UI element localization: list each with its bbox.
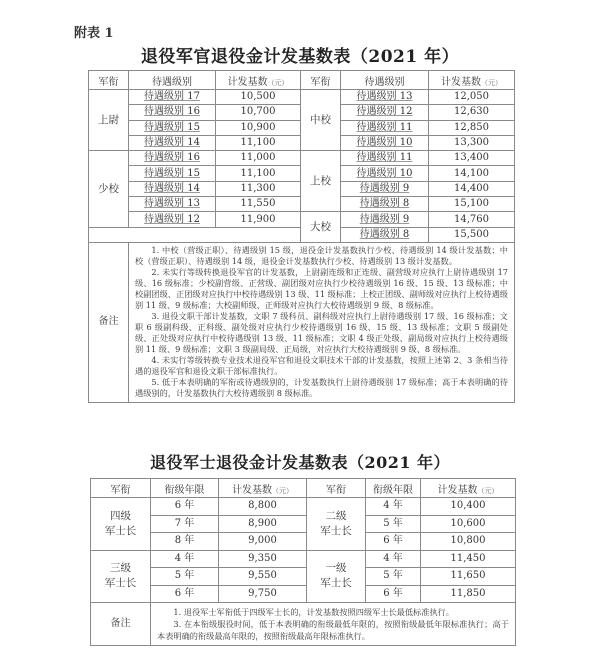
note-item: 4. 未实行等级转换专业技术退役军官和退役文职技术干部的计发基数，按照上述第 2、3 条相当待遇的退役军官和退役文职干部标准执行。 bbox=[135, 354, 508, 376]
amount-cell: 10,600 bbox=[421, 515, 516, 533]
amount-cell: 14,400 bbox=[429, 181, 515, 196]
amount-cell: 13,400 bbox=[429, 151, 515, 166]
level-cell: 待遇级别 8 bbox=[341, 197, 429, 212]
years-cell: 4 年 bbox=[366, 550, 421, 568]
amount-cell: 10,800 bbox=[421, 533, 516, 551]
level-cell: 待遇级别 11 bbox=[341, 120, 429, 135]
level-cell: 待遇级别 13 bbox=[129, 197, 216, 212]
years-cell: 8 年 bbox=[151, 533, 219, 551]
col-header-rank: 军衔 bbox=[91, 479, 151, 498]
level-cell: 待遇级别 12 bbox=[341, 105, 429, 120]
level-cell: 待遇级别 9 bbox=[341, 212, 429, 227]
amount-cell: 10,700 bbox=[216, 105, 301, 120]
years-cell: 6 年 bbox=[151, 585, 219, 603]
level-cell: 待遇级别 15 bbox=[129, 166, 216, 181]
amount-cell: 11,000 bbox=[216, 151, 301, 166]
note-item: 1. 退役军士军衔低于四级军士长的，计发基数按照四级军士长最低标准执行。 bbox=[173, 607, 454, 617]
col-header-years: 衔级年限 bbox=[151, 479, 219, 498]
amount-cell: 11,850 bbox=[421, 585, 516, 603]
notes-label: 备注 bbox=[89, 242, 129, 402]
col-header-level: 待遇级别 bbox=[129, 71, 216, 90]
col-header-rank: 军衔 bbox=[89, 71, 129, 90]
soldier-table-title: 退役军士退役金计发基数表（2021 年） bbox=[149, 453, 451, 472]
amount-cell: 9,750 bbox=[219, 585, 307, 603]
years-cell: 6 年 bbox=[366, 585, 421, 603]
note-item: 5. 低于本表明确的军衔或待遇级别的，计发基数执行上尉待遇级别 17 级标准；高于本表明确的待遇级别的，计发基数执行大校待遇级别 8 级标准。 bbox=[135, 376, 508, 398]
level-cell: 待遇级别 14 bbox=[129, 181, 216, 196]
amount-cell: 11,650 bbox=[421, 568, 516, 586]
col-header-amount: 计发基数（元） bbox=[216, 71, 301, 90]
amount-cell: 9,550 bbox=[219, 568, 307, 586]
rank-cell: 三级 军士长 bbox=[91, 550, 151, 603]
rank-cell: 大校 bbox=[301, 212, 341, 243]
appendix-label: 附表 1 bbox=[74, 26, 114, 41]
col-header-amount: 计发基数（元） bbox=[429, 71, 515, 90]
table-row bbox=[91, 515, 516, 533]
col-header-rank: 军衔 bbox=[301, 71, 341, 90]
amount-cell: 11,450 bbox=[421, 550, 516, 568]
amount-cell: 14,760 bbox=[429, 212, 515, 227]
years-cell: 5 年 bbox=[366, 568, 421, 586]
rank-cell: 一级 军士长 bbox=[307, 550, 366, 603]
rank-cell: 少校 bbox=[89, 151, 129, 227]
amount-cell: 12,850 bbox=[429, 120, 515, 135]
level-cell: 待遇级别 13 bbox=[341, 90, 429, 105]
table-row bbox=[89, 90, 515, 105]
level-cell: 待遇级别 15 bbox=[129, 120, 216, 135]
rank-cell: 四级 军士长 bbox=[91, 498, 151, 551]
level-cell: 待遇级别 14 bbox=[129, 135, 216, 150]
years-cell: 4 年 bbox=[366, 498, 421, 516]
col-header-amount: 计发基数（元） bbox=[219, 479, 307, 498]
soldier-pension-table bbox=[90, 478, 516, 646]
amount-cell: 15,100 bbox=[429, 197, 515, 212]
notes-body bbox=[129, 242, 515, 402]
amount-cell: 12,050 bbox=[429, 90, 515, 105]
years-cell: 6 年 bbox=[366, 533, 421, 551]
level-cell: 待遇级别 16 bbox=[129, 151, 216, 166]
table-row bbox=[91, 550, 516, 568]
empty-cell bbox=[89, 227, 301, 242]
amount-cell: 11,900 bbox=[216, 212, 301, 227]
amount-cell: 11,550 bbox=[216, 197, 301, 212]
col-header-years: 衔级年限 bbox=[366, 479, 421, 498]
table-row bbox=[89, 212, 515, 227]
notes-label: 备注 bbox=[91, 603, 151, 646]
table-row bbox=[91, 585, 516, 603]
amount-cell: 10,900 bbox=[216, 120, 301, 135]
level-cell: 待遇级别 8 bbox=[341, 227, 429, 242]
amount-cell: 14,100 bbox=[429, 166, 515, 181]
amount-cell: 11,100 bbox=[216, 166, 301, 181]
amount-cell: 12,630 bbox=[429, 105, 515, 120]
table-row bbox=[91, 498, 516, 516]
amount-cell: 9,000 bbox=[219, 533, 307, 551]
table-row bbox=[89, 151, 515, 166]
amount-cell: 11,300 bbox=[216, 181, 301, 196]
header-row bbox=[89, 71, 515, 90]
rank-cell: 中校 bbox=[301, 90, 341, 151]
level-cell: 待遇级别 12 bbox=[129, 212, 216, 227]
level-cell: 待遇级别 10 bbox=[341, 166, 429, 181]
notes-row bbox=[91, 603, 516, 646]
amount-cell: 9,350 bbox=[219, 550, 307, 568]
rank-cell: 上尉 bbox=[89, 90, 129, 151]
level-cell: 待遇级别 17 bbox=[129, 90, 216, 105]
officer-table-title: 退役军官退役金计发基数表（2021 年） bbox=[140, 47, 460, 67]
table-row bbox=[91, 568, 516, 586]
level-cell: 待遇级别 10 bbox=[341, 135, 429, 150]
level-cell: 待遇级别 16 bbox=[129, 105, 216, 120]
years-cell: 7 年 bbox=[151, 515, 219, 533]
level-cell: 待遇级别 9 bbox=[341, 181, 429, 196]
notes-row bbox=[89, 242, 515, 402]
amount-cell: 10,500 bbox=[216, 90, 301, 105]
years-cell: 6 年 bbox=[151, 498, 219, 516]
years-cell: 4 年 bbox=[151, 550, 219, 568]
amount-cell: 10,400 bbox=[421, 498, 516, 516]
amount-cell: 8,900 bbox=[219, 515, 307, 533]
col-header-rank: 军衔 bbox=[307, 479, 366, 498]
note-item: 1. 中校（营级正职）、待遇级别 15 级，退役金计发基数执行少校、待遇级别 14 级计发基数；中校（营级正职）、待遇级别 14 级，退役金计发基数执行少校、待遇级别 13 级计发基数。 bbox=[135, 244, 508, 266]
amount-cell: 15,500 bbox=[429, 227, 515, 242]
amount-cell: 8,800 bbox=[219, 498, 307, 516]
amount-cell: 11,100 bbox=[216, 135, 301, 150]
notes-body bbox=[151, 603, 516, 646]
note-item: 3. 退役文职干部计发基数，文职 7 级科员、副科级对应执行上尉待遇级别 17 级、16 级标准；文职 6 级副科级、正科级、副处级对应执行少校待遇级别 16 级、15 级、13 级标准；文职 5 级副处级、正处级对应执行中校待遇级别 13 级、11 级标准；文职 4 级正处级、副局级对应执行上校待遇级别 11 级、9 级标准；文职 3 级副局级、正局级，对应执行大校待遇级别 9 级、8 级标准。 bbox=[135, 310, 508, 354]
col-header-level: 待遇级别 bbox=[341, 71, 429, 90]
note-item: 3. 在本衔级服役时间，低于本表明确的衔级最低年限的，按照衔级最低年限标准执行；高于本表明确的衔级最高年限的，按照衔级最高年限标准执行。 bbox=[157, 619, 509, 641]
level-cell: 待遇级别 11 bbox=[341, 151, 429, 166]
officer-pension-table bbox=[88, 70, 515, 403]
rank-cell: 二级 军士长 bbox=[307, 498, 366, 551]
amount-cell: 13,300 bbox=[429, 135, 515, 150]
table-row bbox=[91, 533, 516, 551]
years-cell: 5 年 bbox=[366, 515, 421, 533]
rank-cell: 上校 bbox=[301, 151, 341, 212]
years-cell: 5 年 bbox=[151, 568, 219, 586]
header-row bbox=[91, 479, 516, 498]
note-item: 2. 未实行等级转换退役军官的计发基数，上尉副连级和正连级、副营级对应执行上尉待遇级别 17 级、16 级标准；少校副营级、正营级、副团级对应执行少校待遇级别 16 级、15 级、13 级标准；中校副团级、正团级对应执行中校待遇级别 13 级、11 级标准；上校正团级、副师级对应执行上校待遇级别 11 级、9 级标准；大校副师级、正师级对应执行大校待遇级别 9 级、8 级标准。 bbox=[135, 266, 508, 310]
col-header-amount: 计发基数（元） bbox=[421, 479, 516, 498]
